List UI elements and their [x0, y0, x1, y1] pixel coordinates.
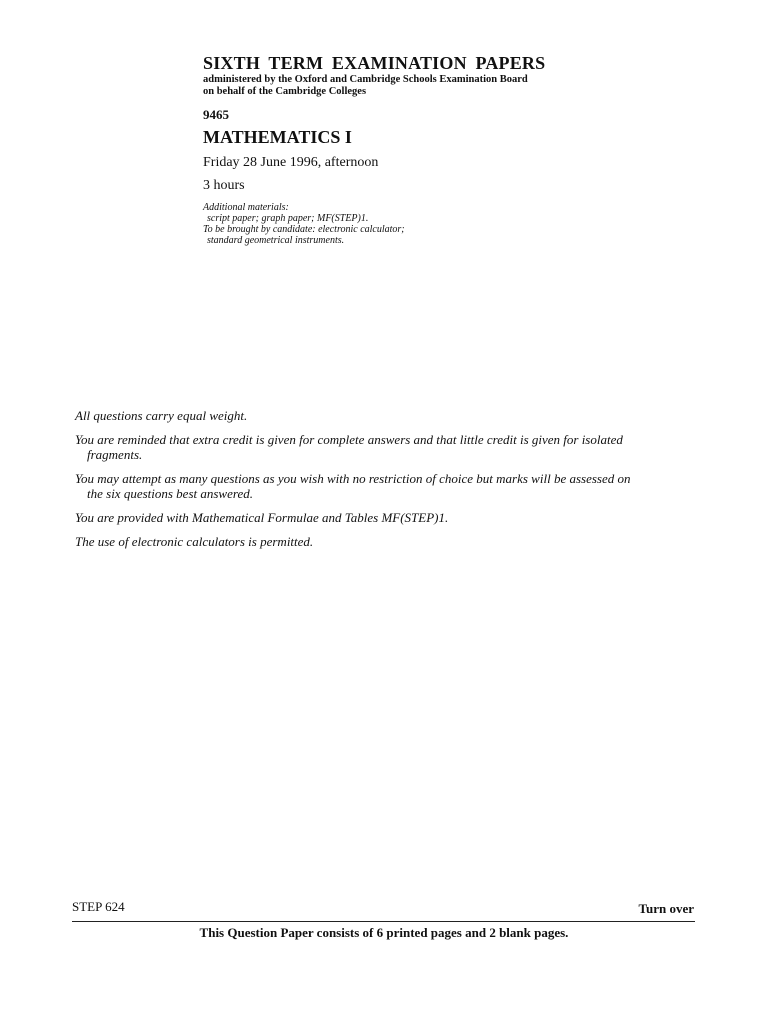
instruction-item	[75, 471, 700, 501]
paper-code: STEP 624	[72, 899, 125, 914]
instruction-item	[75, 432, 700, 462]
instruction-continuation: fragments.	[87, 447, 143, 462]
instruction-text: You are reminded that extra credit is given for complete answers and that little credit is given for isolated	[75, 432, 623, 447]
materials-heading: Additional materials:	[203, 202, 289, 213]
paper-number: 9465	[203, 107, 229, 122]
instruction-item	[75, 510, 700, 525]
turn-over-label: Turn over	[638, 901, 694, 916]
exam-duration: 3 hours	[203, 178, 245, 193]
brought-heading: To be brought by candidate: electronic calculator;	[203, 224, 405, 235]
instruction-text: The use of electronic calculators is permitted.	[75, 534, 314, 549]
materials-block	[203, 202, 405, 246]
instruction-text: You are provided with Mathematical Formulae and Tables MF(STEP)1.	[75, 510, 449, 525]
footer-divider	[72, 921, 695, 922]
administered-by-line: administered by the Oxford and Cambridge Schools Examination Board	[203, 74, 528, 85]
instruction-text: You may attempt as many questions as you wish with no restriction of choice but marks will be assessed on	[75, 471, 631, 486]
materials-items: script paper; graph paper; MF(STEP)1.	[207, 213, 369, 224]
header-block	[203, 52, 583, 246]
instruction-continuation: the six questions best answered.	[87, 486, 253, 501]
instruction-item	[75, 534, 700, 549]
main-title: SIXTH TERM EXAMINATION PAPERS	[203, 53, 546, 73]
instruction-item	[75, 408, 700, 423]
exam-date: Friday 28 June 1996, afternoon	[203, 155, 379, 170]
instruction-text: All questions carry equal weight.	[75, 408, 248, 423]
page-count-note: This Question Paper consists of 6 printed pages and 2 blank pages.	[199, 925, 569, 940]
instructions-block	[75, 408, 700, 558]
brought-items: standard geometrical instruments.	[207, 235, 345, 246]
on-behalf-line: on behalf of the Cambridge Colleges	[203, 86, 367, 97]
subject-title: MATHEMATICS I	[203, 127, 352, 147]
